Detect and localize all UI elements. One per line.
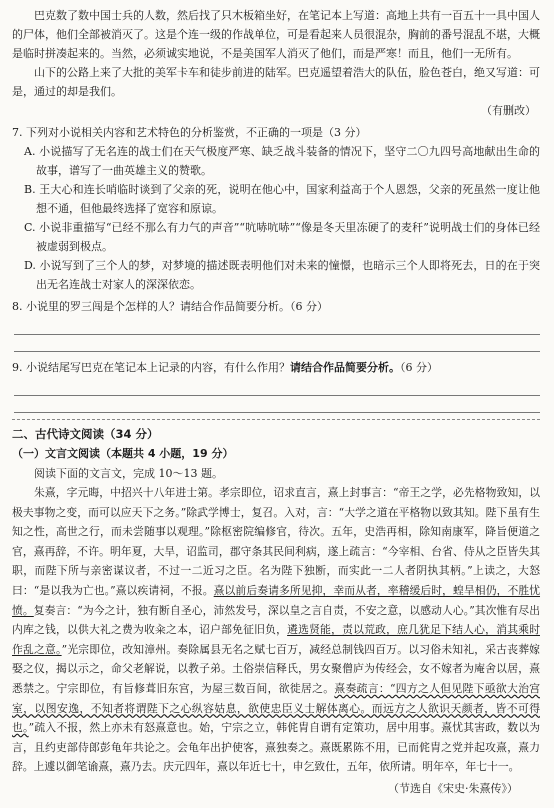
question-9-score: （6 分） bbox=[400, 361, 438, 374]
question-9 bbox=[12, 358, 540, 413]
passage-text: ”疏入不报，然上亦未有怒熹意也。始，宁宗之立，韩侂胄自谓有定策功，居中用事。熹忧其害政，数以为言，且约吏部侍郎彭龟年共论之。会龟年出护使客，熹独奏之。熹既累陈不用，已而侂胄之党并起攻熹，熹力辞。上遽以御笔谕熹，熹乃去。庆元四年，熹以年近七十，申乞致仕，五年，依所请。明年卒，年七十一。 bbox=[12, 721, 541, 774]
answer-line[interactable] bbox=[14, 335, 540, 352]
question-7-option-d[interactable]: D. 小说写到了三个人的梦，对梦境的描述既表明他们对未来的憧憬，也暗示三个人即将死去，日的在于突出无名连战士对家人的深深依恋。 bbox=[24, 259, 540, 291]
section-divider bbox=[12, 419, 540, 420]
question-8-answer-area[interactable] bbox=[12, 318, 540, 352]
answer-line[interactable] bbox=[14, 379, 540, 396]
story-source-note: （有删改） bbox=[481, 104, 536, 117]
passage-text: 复奏言：“为今之计，独有断自圣心，沛然发号，深以皇之言自责，不安之意，以感动人心。”其次惟有尽出内库之钱，以供大礼之费为收籴之本，诏户部免征旧负， bbox=[12, 603, 540, 637]
section-2-instructions: 阅读下面的文言文，完成 10～13 题。 bbox=[34, 467, 223, 480]
passage-underlined-sentence-2: 遴选贤能，责以荒政，庶几犹足下结人心，消其乘时作乱之意。 bbox=[12, 623, 540, 656]
question-8-stem: 8. 小说里的罗三闯是个怎样的人？请结合作品简要分析。（6 分） bbox=[12, 300, 328, 313]
question-7-option-b[interactable]: B. 王大心和连长哨临时谈到了父亲的死，说明在他心中，国家利益高于个人恩怨，父亲的死虽然一度让他想不通，但他最终选择了宽容和原谅。 bbox=[24, 183, 540, 215]
question-7 bbox=[12, 123, 540, 294]
passage-text: 朱熹，字元晦，中招兴十八年进士第。孝宗即位，诏求直言，熹上封事言：“帝王之学，必先格物致知，以极夫事物之变，而可以应天下之务。”除武学博士，复召。入对，言：“大学之道在平格物以致其知。陛下虽有生知之性，高世之行，而未尝随事以观理。”除枢密院编修官，待次。五年，史浩再相，除知南康军，降旨便道之官，熹再辞，不许。明年夏，大旱，诏监司，郡守条其民间利病，遂上疏言：“今宰相、台省、侍从之臣皆失其职，而陛下所与亲密谋议者，不过一二近习之臣。名为陛下独断，而实此一二人者阴执其柄。”上读之，大怒曰：“是以我为亡也。”熹以疾请祠，不报。 bbox=[12, 486, 540, 597]
question-9-answer-area[interactable] bbox=[12, 379, 540, 413]
question-7-stem: 7. 下列对小说相关内容和艺术特色的分析鉴赏，不正确的一项是（3 分） bbox=[12, 126, 367, 139]
question-9-stem bbox=[12, 358, 540, 377]
story-paragraph-2: 山下的公路上来了大批的美军卡车和徒步前进的陆军。巴克遥望着浩大的队伍，脸色苍白，绝又写道：可是，通过的却是我们。 bbox=[12, 66, 540, 98]
passage-underlined-sentence-1: 熹以前后奏请多所见抑，幸而从者，率稽缓后时，蝗旱相仍，不胜忧愤。 bbox=[12, 583, 541, 617]
question-7-option-c[interactable]: C. 小说非重描写“已经不那么有力气的声音”“吭哧吭哧”“像是冬天里冻硬了的麦秆”说明战士们的身体已经被虚弱到极点。 bbox=[24, 221, 540, 253]
answer-line[interactable] bbox=[14, 396, 540, 413]
question-9-stem-emphasis: 请结合作品简要分析。 bbox=[290, 361, 400, 374]
answer-line[interactable] bbox=[14, 318, 540, 335]
passage-source-note: （节选自《宋史·朱熹传》） bbox=[388, 781, 518, 795]
passage-text: ”光宗即位，改知漳州。奏除属县无名之赋七百万，减经总制钱四百万。以习俗未知礼，采古丧葬嫁娶之仪，揭以示之，命父老解说，以教子弟。土俗崇信释氏，男女聚僧庐为传经会，女不嫁者为庵舍以居，熹悉禁之。宁宗即位，有旨修葺旧东宫，为屋三数百间，欲徙居之。 bbox=[12, 642, 540, 695]
section-2-heading: 二、古代诗文阅读（34 分） bbox=[12, 427, 159, 441]
question-7-option-a[interactable]: A. 小说描写了无名连的战士们在天气极度严寒、缺乏战斗装备的情况下，坚守二〇九四号高地献出生命的故事，谱写了一曲英雄主义的赞歌。 bbox=[24, 145, 540, 177]
classical-chinese-passage bbox=[12, 483, 540, 777]
passage-wavy-underlined-sentence: 熹奏疏言：“四方之人但见陛下亟欲大治宫室，以图安逸，不知者将谓陛下之心纵容姑息，欲使忠臣义士解体离心。而远方之人欲识天颜者，皆不可得也。 bbox=[12, 681, 540, 735]
section-2-sub-heading: （一）文言文阅读（本题共 4 小题，19 分） bbox=[12, 447, 234, 460]
question-9-stem-text: 9. 小说结尾写巴克在笔记本上记录的内容，有什么作用？ bbox=[12, 361, 290, 374]
story-paragraph-1: 巴克数了数中国士兵的人数，然后找了只木板箱坐好，在笔记本上写道：高地上共有一百五十一具中国人的尸体，他们全部被消灭了。这是个连一级的作战单位，可是看起来人员很混杂，胸前的番号混乱不堪，大概是临时拼凑起来的。当然，必须诚实地说，不是美国军人消灭了他们，而是严寒！而且，他们一无所有。 bbox=[12, 9, 540, 60]
question-8 bbox=[12, 297, 540, 352]
